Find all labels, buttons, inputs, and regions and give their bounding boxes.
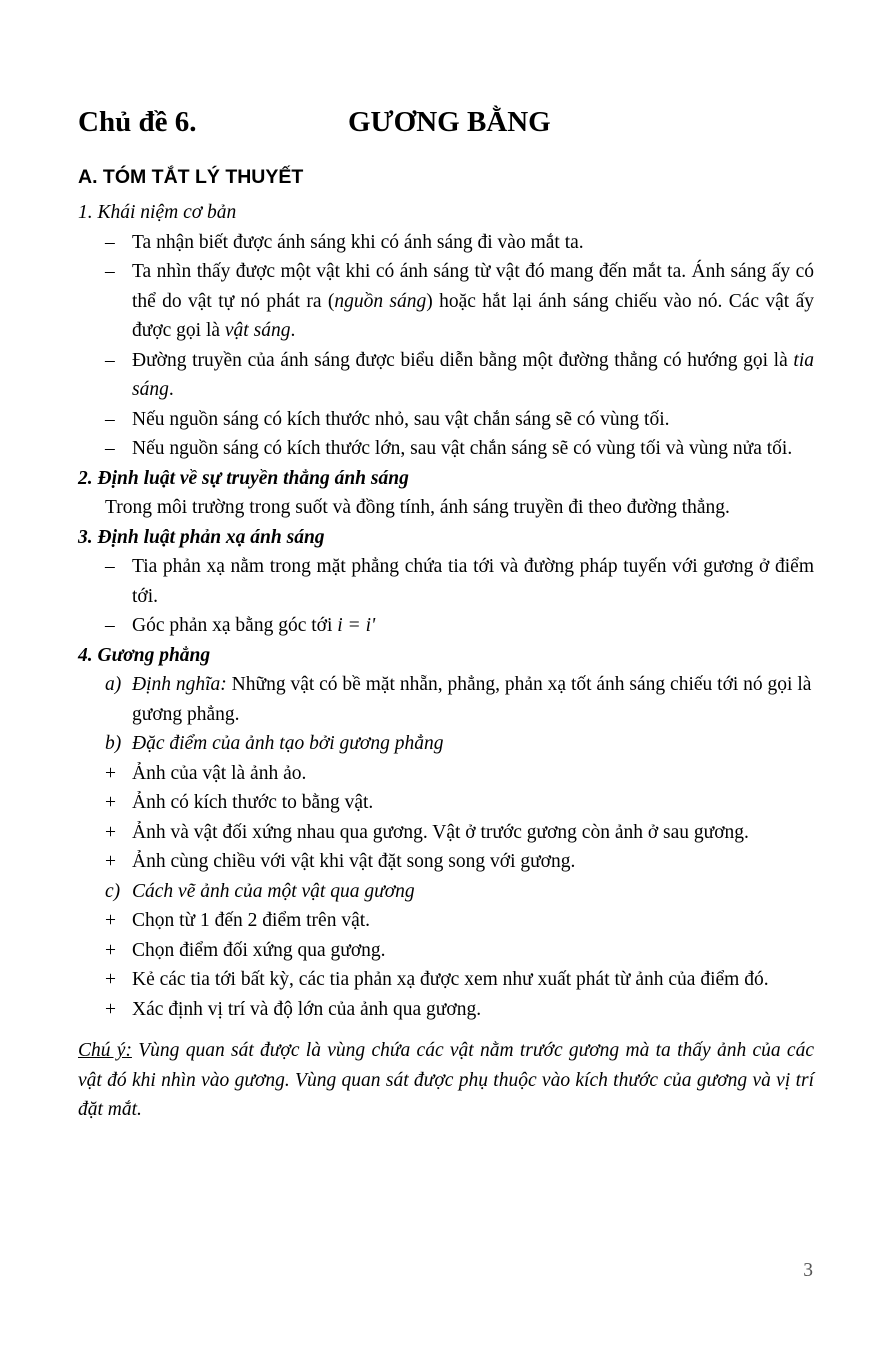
note-paragraph: Chú ý: Vùng quan sát được là vùng chứa các vật nằm trước gương mà ta thấy ảnh của các vật đó khi nhìn vào gương. Vùng quan sát được phụ thuộc vào kích thước của gương và vị trí đặt mắt. — [78, 1040, 814, 1120]
theory-body — [78, 198, 814, 1125]
list-item: + Chọn điểm đối xứng qua gương. — [105, 939, 386, 961]
list-item: – Nếu nguồn sáng có kích thước lớn, sau vật chắn sáng sẽ có vùng tối và vùng nửa tối. — [105, 438, 793, 459]
part2-text: Trong môi trường trong suốt và đồng tính, ánh sáng truyền đi theo đường thẳng. — [105, 497, 730, 518]
section-a-heading: A. TÓM TẮT LÝ THUYẾT — [78, 166, 304, 188]
list-item: + Ảnh có kích thước to bằng vật. — [105, 792, 374, 813]
reflection-law-formula: i = i' — [337, 615, 376, 636]
list-item: – Tia phản xạ nằm trong mặt phẳng chứa tia tới và đường pháp tuyến với gương ở điểm tới. — [105, 556, 814, 607]
list-item: + Kẻ các tia tới bất kỳ, các tia phản xạ được xem như xuất phát từ ảnh của điểm đó. — [105, 969, 769, 990]
subheading-b: b) Đặc điểm của ảnh tạo bởi gương phẳng — [105, 733, 444, 754]
part2-heading: 2. Định luật về sự truyền thẳng ánh sáng — [78, 467, 409, 489]
part3-heading: 3. Định luật phản xạ ánh sáng — [78, 526, 325, 548]
list-item: + Chọn từ 1 đến 2 điểm trên vật. — [105, 910, 371, 931]
list-item: – Ta nhận biết được ánh sáng khi có ánh sáng đi vào mắt ta. — [105, 231, 584, 253]
list-item: + Ảnh của vật là ảnh ảo. — [105, 762, 307, 784]
list-item: – Góc phản xạ bằng góc tới i = i' — [105, 615, 376, 636]
page-number: 3 — [803, 1260, 813, 1281]
subheading-c: c) Cách vẽ ảnh của một vật qua gương — [105, 880, 415, 902]
note-label: Chú ý: — [78, 1040, 132, 1061]
part1-heading: 1. Khái niệm cơ bản — [78, 202, 237, 223]
list-item: + Ảnh cùng chiều với vật khi vật đặt song song với gương. — [105, 851, 576, 872]
list-item: – Đường truyền của ánh sáng được biểu diễn bằng một đường thẳng có hướng gọi là tia sáng. — [105, 349, 814, 400]
list-item: – Ta nhìn thấy được một vật khi có ánh sáng từ vật đó mang đến mắt ta. Ánh sáng ấy có thể do vật tự nó phát ra (nguồn sáng) hoặc hắt lại ánh sáng chiếu vào nó. Các vật ấy được gọi là vật sáng. — [105, 261, 814, 341]
list-item: + Ảnh và vật đối xứng nhau qua gương. Vật ở trước gương còn ảnh ở sau gương. — [105, 821, 749, 843]
chapter-name: GƯƠNG BẰNG — [348, 106, 551, 138]
chapter-number: Chủ đề 6. — [78, 106, 197, 138]
definition-item: a) Định nghĩa: Những vật có bề mặt nhẵn, phẳng, phản xạ tốt ánh sáng chiếu tới nó gọi là gương phẳng. — [105, 674, 812, 725]
part4-heading: 4. Gương phẳng — [78, 644, 211, 666]
chapter-title — [78, 106, 551, 139]
list-item: + Xác định vị trí và độ lớn của ảnh qua gương. — [105, 998, 482, 1020]
list-item: – Nếu nguồn sáng có kích thước nhỏ, sau vật chắn sáng sẽ có vùng tối. — [105, 408, 670, 430]
